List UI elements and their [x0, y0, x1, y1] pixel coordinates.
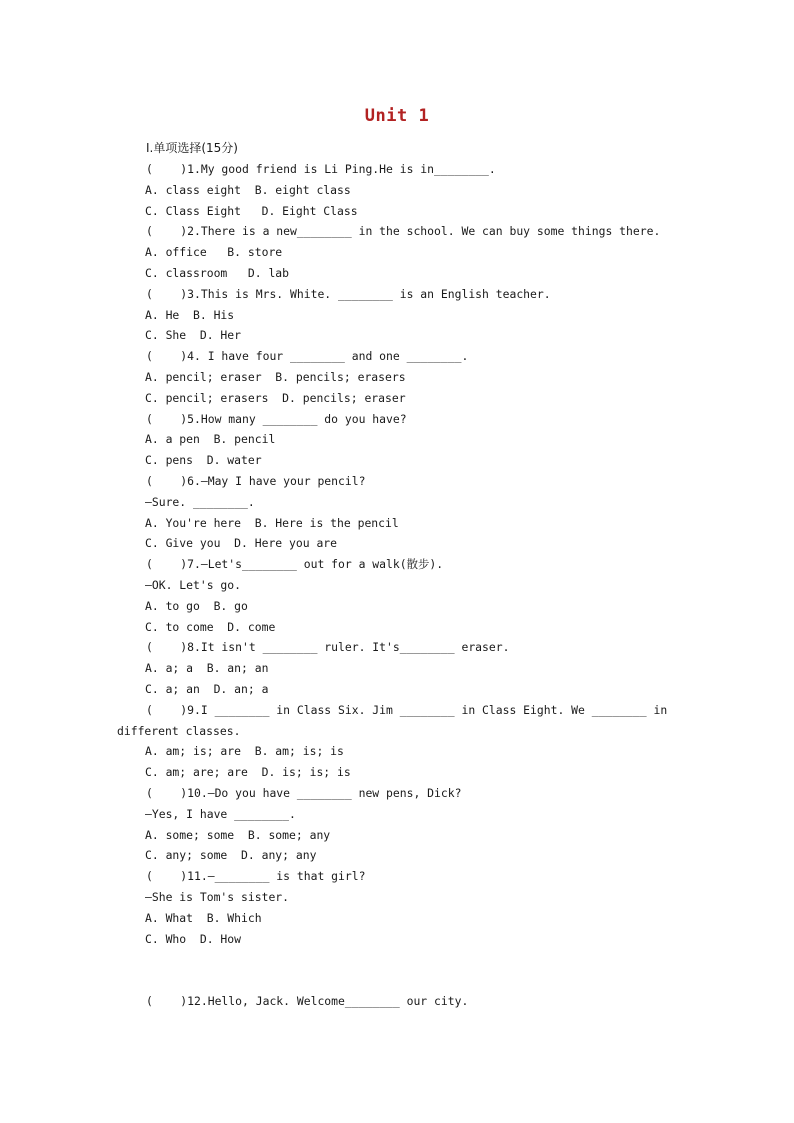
question-6: ( )6.—May I have your pencil? — [146, 474, 366, 488]
question-5: ( )5.How many ________ do you have? — [146, 412, 407, 426]
question-5-options-cd: C. pens D. water — [145, 453, 262, 467]
page-title: Unit 1 — [364, 106, 430, 126]
question-7-options-cd: C. to come D. come — [145, 620, 276, 634]
question-2-options-cd: C. classroom D. lab — [145, 266, 290, 280]
question-4-options-cd: C. pencil; erasers D. pencils; eraser — [145, 391, 406, 405]
question-6-options-cd: C. Give you D. Here you are — [145, 536, 338, 550]
question-1-options-cd: C. Class Eight D. Eight Class — [145, 204, 358, 218]
question-10: ( )10.—Do you have ________ new pens, Dick? — [146, 786, 462, 800]
question-11-options-cd: C. Who D. How — [145, 932, 242, 946]
question-9-continued: different classes. — [117, 724, 241, 738]
question-3-options-cd: C. She D. Her — [145, 328, 242, 342]
question-7-reply: —OK. Let's go. — [145, 578, 242, 592]
question-11-reply: —She is Tom's sister. — [145, 890, 290, 904]
question-9-options-cd: C. am; are; are D. is; is; is — [145, 765, 351, 779]
question-2: ( )2.There is a new________ in the school. We can buy some things there. — [146, 224, 661, 238]
question-11-options-ab: A. What B. Which — [145, 911, 262, 925]
question-6-reply: —Sure. ________. — [145, 495, 255, 509]
question-4-options-ab: A. pencil; eraser B. pencils; erasers — [145, 370, 406, 384]
question-3: ( )3.This is Mrs. White. ________ is an English teacher. — [146, 287, 551, 301]
question-8-options-ab: A. a; a B. an; an — [145, 661, 269, 675]
question-12: ( )12.Hello, Jack. Welcome________ our city. — [146, 994, 469, 1008]
question-7-options-ab: A. to go B. go — [145, 599, 248, 613]
section-heading: Ⅰ.单项选择(15分) — [146, 141, 238, 155]
question-1-options-ab: A. class eight B. eight class — [145, 183, 351, 197]
question-3-options-ab: A. He B. His — [145, 308, 235, 322]
question-6-options-ab: A. You're here B. Here is the pencil — [145, 516, 399, 530]
question-5-options-ab: A. a pen B. pencil — [145, 432, 276, 446]
question-10-options-cd: C. any; some D. any; any — [145, 848, 317, 862]
question-10-options-ab: A. some; some B. some; any — [145, 828, 331, 842]
question-8-options-cd: C. a; an D. an; a — [145, 682, 269, 696]
question-11: ( )11.—________ is that girl? — [146, 869, 366, 883]
question-1: ( )1.My good friend is Li Ping.He is in________. — [146, 162, 496, 176]
question-9-options-ab: A. am; is; are B. am; is; is — [145, 744, 344, 758]
question-2-options-ab: A. office B. store — [145, 245, 283, 259]
question-7: ( )7.—Let's________ out for a walk(散步). — [146, 557, 444, 571]
question-10-reply: —Yes, I have ________. — [145, 807, 296, 821]
question-4: ( )4. I have four ________ and one ________. — [146, 349, 469, 363]
question-8: ( )8.It isn't ________ ruler. It's________ eraser. — [146, 640, 510, 654]
question-9: ( )9.I ________ in Class Six. Jim ________ in Class Eight. We ________ in — [146, 703, 668, 717]
